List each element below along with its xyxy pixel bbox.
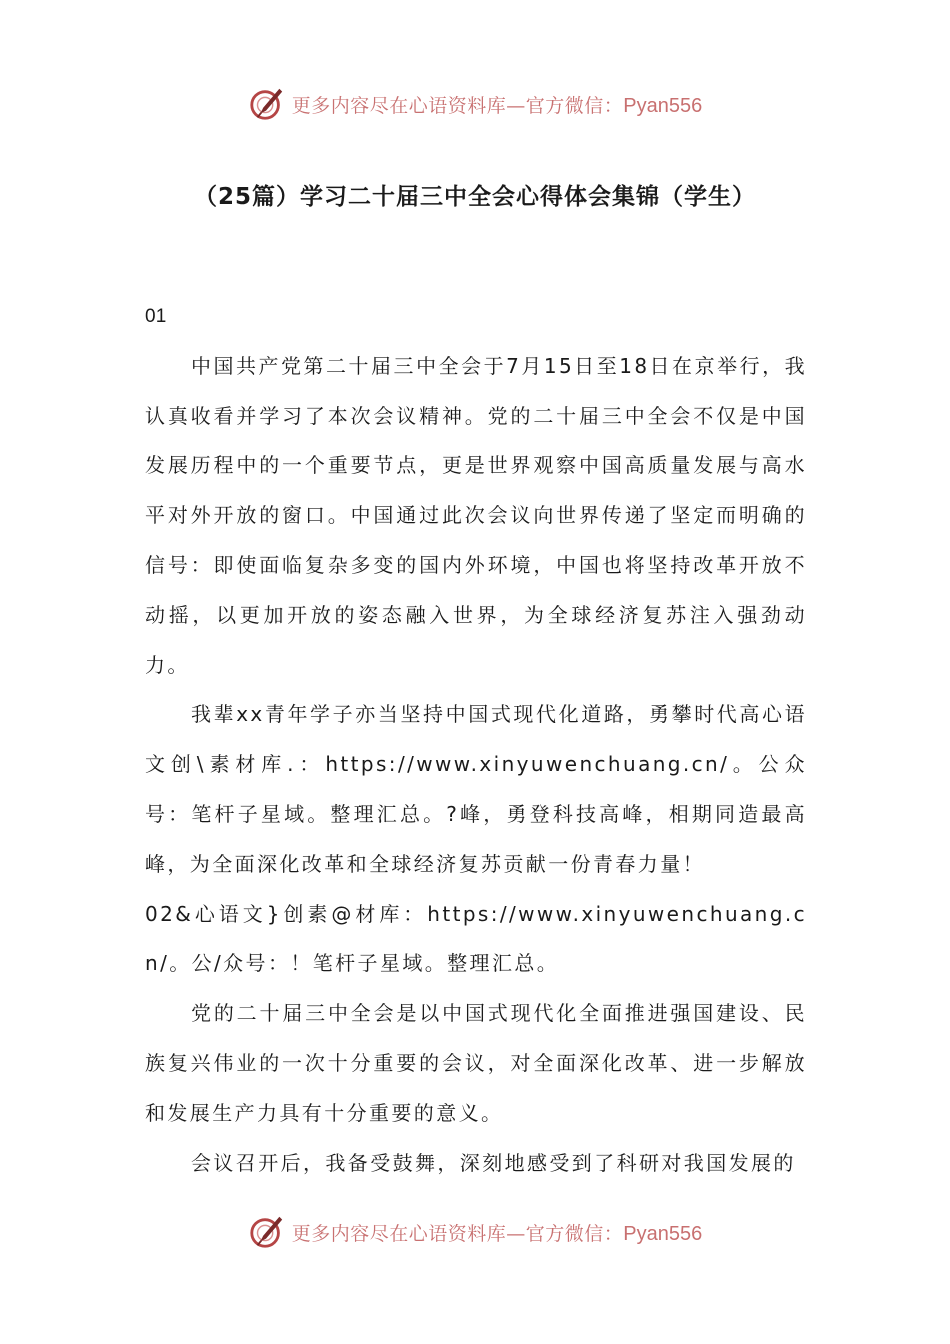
document-title: （25篇）学习二十届三中全会心得体会集锦（学生） [193,184,756,210]
document-body [145,292,807,1188]
paragraph-3: 02&心语文}创素@材库：https://www.xinyuwenchuang.cn/。公/众号：！笔杆子星域。整理汇总。 [145,901,807,976]
footer-wechat-id: Pyan556 [623,1222,703,1245]
paragraph-1: 中国共产党第二十届三中全会于7月15日至18日在京举行，我认真收看并学习了本次会议精神。党的二十届三中全会不仅是中国发展历程中的一个重要节点，更是世界观察中国高质量发展与高水平对外开放的窗口。中国通过此次会议向世界传递了坚定而明确的信号：即使面临复杂多变的国内外环境，中国也将坚持改革开放不动摇，以更加开放的姿态融入世界，为全球经济复苏注入强劲动力。 [145,353,807,677]
header-banner-text: 更多内容尽在心语资料库—官方微信：Pyan556 [291,94,703,117]
paragraph-2: 我辈xx青年学子亦当坚持中国式现代化道路，勇攀时代高心语文创\素材库.：https://www.xinyuwenchuang.cn/。公众号：笔杆子星域。整理汇总。?峰，勇登科技高峰，相期同造最高峰，为全面深化改革和全球经济复苏贡献一份青春力量！ [145,702,807,876]
header-banner [0,84,950,124]
section-number-01: 01 [145,306,167,327]
footer-banner [0,1212,950,1252]
paragraph-5: 会议召开后，我备受鼓舞，深刻地感受到了科研对我国发展的 [191,1150,796,1175]
header-wechat-id: Pyan556 [623,94,703,117]
quill-logo-icon [248,1213,286,1251]
quill-logo-icon [248,85,286,123]
footer-banner-text: 更多内容尽在心语资料库—官方微信：Pyan556 [291,1222,703,1245]
paragraph-4: 党的二十届三中全会是以中国式现代化全面推进强国建设、民族复兴伟业的一次十分重要的会议，对全面深化改革、进一步解放和发展生产力具有十分重要的意义。 [145,1001,807,1125]
